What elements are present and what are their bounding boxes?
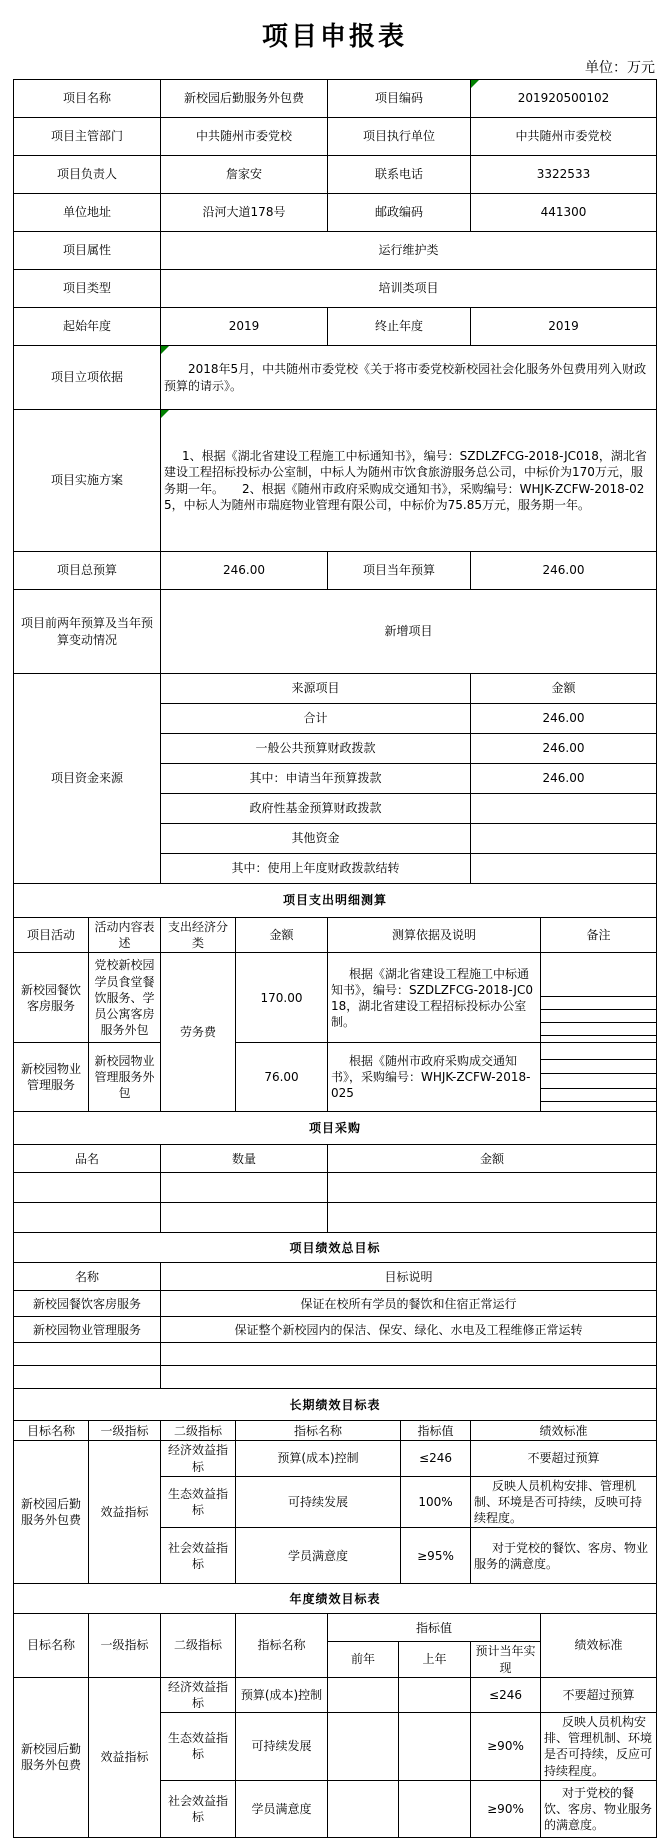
table-row (14, 1677, 657, 1712)
remark-subcell (541, 1009, 656, 1022)
col-header-last-year: 上年 (399, 1642, 471, 1677)
expenditure-remark (541, 1043, 657, 1112)
table-row (14, 1112, 657, 1145)
expenditure-basis (328, 1043, 541, 1112)
longterm-primary-indicator: 效益指标 (89, 1441, 161, 1584)
table-row (14, 1366, 657, 1389)
expenditure-basis-text: 根据《随州市政府采购成交通知书》，采购编号：WHJK-ZCFW-2018-025 (331, 1054, 531, 1101)
start-year-label: 起始年度 (14, 308, 161, 346)
longterm-secondary-indicator: 经济效益指标 (161, 1441, 236, 1476)
annual-secondary-indicator: 生态效益指标 (161, 1713, 236, 1781)
funding-table (13, 673, 657, 884)
annual-section-title: 年度绩效目标表 (14, 1584, 657, 1614)
annual-prev-year-value (328, 1713, 399, 1781)
table-row (14, 1389, 657, 1421)
table-row (14, 918, 657, 953)
funding-row-amount: 246.00 (471, 734, 657, 764)
basis-value (161, 346, 657, 410)
procurement-table (13, 1111, 657, 1233)
funding-row-source: 其中：申请当年预算拨款 (161, 764, 471, 794)
longterm-indicator-value: ≥95% (401, 1528, 471, 1584)
funding-row-amount (471, 824, 657, 854)
col-header-primary: 一级指标 (89, 1421, 161, 1441)
col-header-standard: 绩效标准 (541, 1614, 657, 1677)
table-row (14, 1584, 657, 1614)
remark-subcell (541, 1043, 656, 1059)
expenditure-table (13, 883, 657, 1112)
postcode-label: 邮政编码 (328, 194, 471, 232)
longterm-goal-name: 新校园后勤服务外包费 (14, 1441, 89, 1584)
overall-goal-name (14, 1366, 161, 1389)
table-row (14, 1043, 657, 1112)
table-row (14, 80, 657, 118)
annual-goal-name: 新校园后勤服务外包费 (14, 1677, 89, 1837)
longterm-section-title: 长期绩效目标表 (14, 1389, 657, 1421)
longterm-standard: 不要超过预算 (471, 1441, 657, 1476)
col-header-amount: 金额 (328, 1145, 657, 1173)
basis-label: 项目立项依据 (14, 346, 161, 410)
funding-row-amount: 246.00 (471, 704, 657, 734)
longterm-standard (471, 1528, 657, 1584)
overall-goal-desc: 保证整个新校园内的保洁、保安、绿化、水电及工程维修正常运转 (161, 1317, 657, 1343)
procurement-item-name (14, 1173, 161, 1203)
col-header-secondary: 二级指标 (161, 1421, 236, 1441)
prev-budget-value: 新增项目 (161, 590, 657, 674)
exec-unit-label: 项目执行单位 (328, 118, 471, 156)
col-header-goal-name: 名称 (14, 1263, 161, 1291)
cell-flag-triangle (161, 346, 169, 354)
overall-goal-section-title: 项目绩效总目标 (14, 1233, 657, 1263)
annual-secondary-indicator: 经济效益指标 (161, 1677, 236, 1712)
expenditure-amount: 170.00 (236, 953, 328, 1043)
remark-subcell (541, 996, 656, 1009)
project-name-value: 新校园后勤服务外包费 (161, 80, 328, 118)
project-code-value (471, 80, 657, 118)
table-row (14, 270, 657, 308)
attribute-value: 运行维护类 (161, 232, 657, 270)
col-header-amount: 金额 (236, 918, 328, 953)
expenditure-content: 新校园物业管理服务外包 (89, 1043, 161, 1112)
plan-value (161, 410, 657, 552)
col-header-indicator: 指标名称 (236, 1421, 401, 1441)
start-year-value: 2019 (161, 308, 328, 346)
col-header-value: 指标值 (401, 1421, 471, 1441)
table-row (14, 232, 657, 270)
funding-row-source: 其中：使用上年度财政拨款结转 (161, 854, 471, 884)
annual-secondary-indicator: 社会效益指标 (161, 1780, 236, 1837)
annual-indicator-name: 可持续发展 (236, 1713, 328, 1781)
table-row (14, 884, 657, 918)
remark-subcell (541, 1073, 656, 1088)
table-row (14, 346, 657, 410)
form-page (0, 16, 669, 1838)
annual-indicator-name: 预算(成本)控制 (236, 1677, 328, 1712)
leader-label: 项目负责人 (14, 156, 161, 194)
overall-goal-desc: 保证在校所有学员的餐饮和住宿正常运行 (161, 1291, 657, 1317)
project-code-text: 201920500102 (517, 91, 610, 106)
remark-subcells (541, 953, 656, 1036)
annual-prev-year-value (328, 1780, 399, 1837)
attribute-label: 项目属性 (14, 232, 161, 270)
funding-row-source: 合计 (161, 704, 471, 734)
end-year-label: 终止年度 (328, 308, 471, 346)
total-budget-value: 246.00 (161, 552, 328, 590)
table-row (14, 552, 657, 590)
annual-standard-text: 对于党校的餐饮、客房、物业服务的满意度。 (544, 1785, 653, 1832)
table-row (14, 1343, 657, 1366)
col-header-prev-year: 前年 (328, 1642, 399, 1677)
expenditure-section-title: 项目支出明细测算 (14, 884, 657, 918)
col-header-expected: 预计当年实现 (471, 1642, 541, 1677)
expenditure-content: 党校新校园学员食堂餐饮服务、学员公寓客房服务外包 (89, 953, 161, 1043)
annual-last-year-value (399, 1780, 471, 1837)
expenditure-basis (328, 953, 541, 1043)
remark-subcell (541, 1022, 656, 1035)
longterm-indicator-name: 学员满意度 (236, 1528, 401, 1584)
overall-goal-desc (161, 1343, 657, 1366)
longterm-indicator-name: 预算(成本)控制 (236, 1441, 401, 1476)
table-row (14, 1145, 657, 1173)
annual-standard-text: 反映人员机构安排、管理机制、环境是否可持续，反应可持续程度。 (544, 1715, 653, 1778)
dept-value: 中共随州市委党校 (161, 118, 328, 156)
expenditure-econ-class: 劳务费 (161, 953, 236, 1112)
cell-flag-triangle (471, 80, 479, 88)
annual-primary-indicator: 效益指标 (89, 1677, 161, 1837)
funding-row-amount (471, 794, 657, 824)
annual-standard (541, 1713, 657, 1781)
longterm-secondary-indicator: 社会效益指标 (161, 1528, 236, 1584)
total-budget-label: 项目总预算 (14, 552, 161, 590)
funding-row-amount: 246.00 (471, 764, 657, 794)
cell-flag-triangle (161, 410, 169, 418)
type-label: 项目类型 (14, 270, 161, 308)
project-code-label: 项目编码 (328, 80, 471, 118)
col-header-content: 活动内容表述 (89, 918, 161, 953)
annual-standard: 不要超过预算 (541, 1677, 657, 1712)
table-row (14, 1173, 657, 1203)
plan-text: 1、根据《湖北省建设工程施工中标通知书》，编号：SZDLZFCG-2018-JC018，湖北省建设工程招标投标办公室制，中标人为随州市饮食旅游服务总公司，中标价为170万元，服务期一年。 2、根据《随州市政府采购成交通知书》，采购编号：WHJK-ZCFW-2018-025，中标人为随州市瑞庭物业管理有限公司，中标价为75.85万元，服务期一年。 (164, 449, 647, 512)
procurement-quantity (161, 1173, 328, 1203)
funding-row-amount (471, 854, 657, 884)
table-row (14, 156, 657, 194)
longterm-indicator-value: 100% (401, 1476, 471, 1528)
annual-prev-year-value (328, 1677, 399, 1712)
procurement-amount (328, 1173, 657, 1203)
funding-label: 项目资金来源 (14, 674, 161, 884)
col-header-remark: 备注 (541, 918, 657, 953)
longterm-indicator-name: 可持续发展 (236, 1476, 401, 1528)
funding-amount-header: 金额 (471, 674, 657, 704)
annual-last-year-value (399, 1713, 471, 1781)
phone-value: 3322533 (471, 156, 657, 194)
annual-goal-table (13, 1583, 657, 1838)
remark-subcell (541, 1088, 656, 1101)
col-header-item-name: 品名 (14, 1145, 161, 1173)
overall-goal-name: 新校园餐饮客房服务 (14, 1291, 161, 1317)
col-header-goal: 目标名称 (14, 1614, 89, 1677)
end-year-value: 2019 (471, 308, 657, 346)
leader-value: 詹家安 (161, 156, 328, 194)
remark-subcell (541, 1035, 656, 1036)
annual-last-year-value (399, 1677, 471, 1712)
table-row (14, 410, 657, 552)
table-row (14, 590, 657, 674)
remark-subcell (541, 953, 656, 996)
funding-source-header: 来源项目 (161, 674, 471, 704)
table-row (14, 1317, 657, 1343)
overall-goal-name (14, 1343, 161, 1366)
longterm-indicator-value: ≤246 (401, 1441, 471, 1476)
procurement-item-name (14, 1203, 161, 1233)
table-row (14, 118, 657, 156)
annual-expected-value: ≥90% (471, 1780, 541, 1837)
expenditure-activity: 新校园物业管理服务 (14, 1043, 89, 1112)
longterm-goal-table (13, 1388, 657, 1584)
exec-unit-value: 中共随州市委党校 (471, 118, 657, 156)
col-header-standard: 绩效标准 (471, 1421, 657, 1441)
project-name-label: 项目名称 (14, 80, 161, 118)
procurement-amount (328, 1203, 657, 1233)
remark-subcell (541, 1059, 656, 1073)
table-row (14, 953, 657, 1043)
basis-text: 2018年5月，中共随州市委党校《关于将市委党校新校园社会化服务外包费用列入财政预算的请示》。 (164, 362, 647, 393)
col-header-basis: 测算依据及说明 (328, 918, 541, 953)
col-header-primary: 一级指标 (89, 1614, 161, 1677)
address-label: 单位地址 (14, 194, 161, 232)
col-header-quantity: 数量 (161, 1145, 328, 1173)
table-row (14, 1614, 657, 1642)
annual-indicator-name: 学员满意度 (236, 1780, 328, 1837)
table-row (14, 1441, 657, 1476)
col-header-secondary: 二级指标 (161, 1614, 236, 1677)
col-header-econ-class: 支出经济分类 (161, 918, 236, 953)
expenditure-basis-text: 根据《湖北省建设工程施工中标通知书》，编号：SZDLZFCG-2018-JC018，湖北省建设工程招标投标办公室制。 (331, 966, 533, 1030)
col-header-goal-desc: 目标说明 (161, 1263, 657, 1291)
table-row (14, 1263, 657, 1291)
funding-row-source: 政府性基金预算财政拨款 (161, 794, 471, 824)
procurement-quantity (161, 1203, 328, 1233)
postcode-value: 441300 (471, 194, 657, 232)
longterm-standard-text: 反映人员机构安排、管理机制、环境是否可持续，反映可持续程度。 (474, 1478, 643, 1526)
table-row (14, 1203, 657, 1233)
phone-label: 联系电话 (328, 156, 471, 194)
overall-goal-name: 新校园物业管理服务 (14, 1317, 161, 1343)
annual-expected-value: ≤246 (471, 1677, 541, 1712)
table-row (14, 194, 657, 232)
prev-budget-label: 项目前两年预算及当年预算变动情况 (14, 590, 161, 674)
expenditure-activity: 新校园餐饮客房服务 (14, 953, 89, 1043)
remark-subcell (541, 1101, 656, 1102)
table-row (14, 674, 657, 704)
longterm-standard (471, 1476, 657, 1528)
col-header-goal: 目标名称 (14, 1421, 89, 1441)
year-budget-label: 项目当年预算 (328, 552, 471, 590)
longterm-secondary-indicator: 生态效益指标 (161, 1476, 236, 1528)
annual-standard (541, 1780, 657, 1837)
plan-label: 项目实施方案 (14, 410, 161, 552)
overall-goal-table (13, 1232, 657, 1389)
table-row (14, 1291, 657, 1317)
dept-label: 项目主管部门 (14, 118, 161, 156)
col-header-activity: 项目活动 (14, 918, 89, 953)
table-row (14, 1421, 657, 1441)
basic-info-table (13, 79, 657, 674)
col-header-indicator: 指标名称 (236, 1614, 328, 1677)
col-header-value-group: 指标值 (328, 1614, 541, 1642)
unit-note: 单位：万元 (585, 60, 655, 76)
year-budget-value: 246.00 (471, 552, 657, 590)
type-value: 培训类项目 (161, 270, 657, 308)
page-title: 项目申报表 (261, 22, 407, 52)
longterm-standard-text: 对于党校的餐饮、客房、物业服务的满意度。 (474, 1540, 649, 1571)
table-row (14, 1233, 657, 1263)
annual-expected-value: ≥90% (471, 1713, 541, 1781)
expenditure-remark (541, 953, 657, 1043)
funding-row-source: 其他资金 (161, 824, 471, 854)
funding-row-source: 一般公共预算财政拨款 (161, 734, 471, 764)
procurement-section-title: 项目采购 (14, 1112, 657, 1145)
expenditure-amount: 76.00 (236, 1043, 328, 1112)
remark-subcells (541, 1043, 656, 1102)
address-value: 沿河大道178号 (161, 194, 328, 232)
overall-goal-desc (161, 1366, 657, 1389)
table-row (14, 308, 657, 346)
